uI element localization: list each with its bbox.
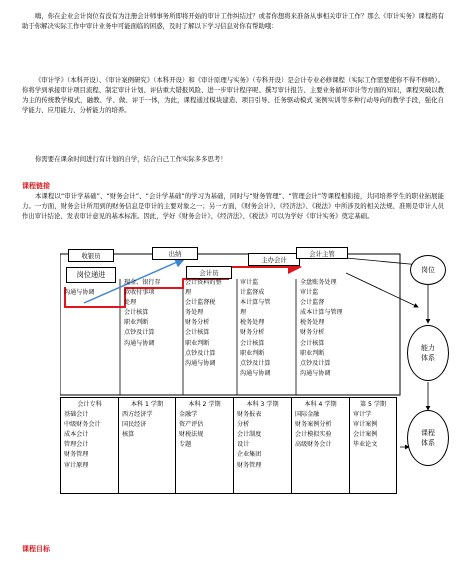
role-accounting-supervisor: 会计主管 [296, 247, 348, 259]
curriculum-col-items: 国际金融 财务案例分析 会计模拟实验 高级财务会计 [295, 411, 332, 449]
curriculum-col-head: 本科 2 学期 [188, 401, 221, 408]
ellipse-position: 岗位 [410, 255, 446, 285]
role-progression-label: 岗位递进 [66, 267, 116, 283]
role-cashier: 收银员 [68, 249, 114, 262]
intro-paragraph-2: 《审计学》（本科开设）、《审计案例研究》（本科开设）和《审计原理与实务》（专科开设）是会计专业必修课程（实际工作需要使你不得不修哟）。你将学到承接审计项目流程、制定审计计划、评估重大错报风险、进一步审计程序呢、撰写审计报告、主要业务循环审计等方面的知识，课程突破以教为主的传统教学模式，融教、学、做、评于一体，为此，课程通过模块建造、项目引导、任务驱动模式 案例实训等多种行动导向的教学手段，强化自学能力、应用能力、分析能力的培养。 [22, 76, 444, 114]
curriculum-col-term3 [234, 398, 292, 493]
curriculum-col-items: 审计学 审计案例 会计案例 毕业论文 [353, 411, 378, 449]
ellipse-curriculum-system: 课程 体系 [407, 410, 449, 466]
course-links-paragraph: 本课程以“审计学基础”、“财务会计”、“会计学基础”的学习为基础，同时与“财务管理”、“管理会计”等课程相衔接，共同培养学生的职业拓展能力。一方面，财务会计所用到的财务信息是审计的主要对象之一；另一方面，《财务会计》、《经济法》、《税法》中所涉及的相关法规、准则是审计人员作出审计结论、发表审计意见的基本标准。因此，学好《财务会计》、《经济法》、《税法》可以为学好《审计实务》奠定基础。 [22, 192, 444, 220]
curriculum-col-head: 本科 1 学期 [130, 401, 164, 408]
skills-column-teller: 现金、银行存 款收付事项 处理 会计核算 职业判断 点钞及计算 沟通与协调 [124, 279, 161, 347]
skills-column-supervisor: 全盘账务处理 审计监 会计监督 成本计算与管理 税务处理 财务分析 会计核算 职业判断 点钞及计算 沟通与协调 [300, 279, 343, 377]
curriculum-col-items: 财务报表 分析 会计制度 设计 企业集团 财务管理 [237, 411, 262, 469]
skills-column-accountant: 会计资料的整 理 会计监督税 务处理 财务分析 会计核算 职业判断 点钞及计算 沟通与协调 [185, 279, 222, 367]
curriculum-col-term2 [176, 398, 234, 493]
curriculum-col-college [61, 398, 119, 493]
role-teller: 出纳 [152, 247, 198, 260]
role-chief-accountant: 主办会计 [248, 253, 300, 266]
ellipse-ability-system: 能力 体系 [407, 325, 449, 381]
intro-paragraph-1: 嗨，你在企业会计岗位有没有为注册会计师事务所即将开始的审计工作纠结过？或者你想将来准备从事相关审计工作？那么《审计实务》课程将有助于你解决实际工作中审计业务中可能面临的困惑，及时了解以下学习信息对你有帮助哦： [22, 12, 444, 30]
curriculum-col-head: 本科 4 学期 [304, 401, 337, 408]
section-heading-course-links: 课程链接 [22, 182, 50, 190]
curriculum-col-head: 本科 3 学期 [246, 401, 279, 408]
curriculum-col-term4 [292, 398, 350, 493]
curriculum-col-items: 西方经济学 国民经济 核算 [122, 411, 153, 439]
curriculum-col-head: 第 5 学期 [359, 401, 387, 408]
career-curriculum-diagram [60, 247, 440, 495]
curriculum-col-term1 [119, 398, 176, 493]
curriculum-col-items: 金融学 资产评估 财税法规 专题 [179, 411, 204, 449]
section-heading-course-objectives: 课程目标 [22, 545, 50, 553]
curriculum-col-term5 [350, 398, 396, 493]
curriculum-col-head: 会计专科 [77, 401, 102, 408]
skills-column-chief-accountant: 审计监 计监督成 本计算与管 理 税务处理 财务分析 会计核算 职业判断 点钞及计算 沟通与协调 [240, 279, 271, 377]
skills-column-cashier: 沟通与协调 [64, 289, 95, 296]
curriculum-col-items: 基础会计 中级财务会计 成本会计 管理会计 财务管理 审计原理 [64, 411, 101, 469]
intro-paragraph-3: 你需要在课余时间进行有计划的自学，结合自己工作实际多多思考！ [35, 155, 227, 163]
role-accountant: 会计员 [186, 266, 232, 279]
curriculum-table [60, 397, 397, 494]
